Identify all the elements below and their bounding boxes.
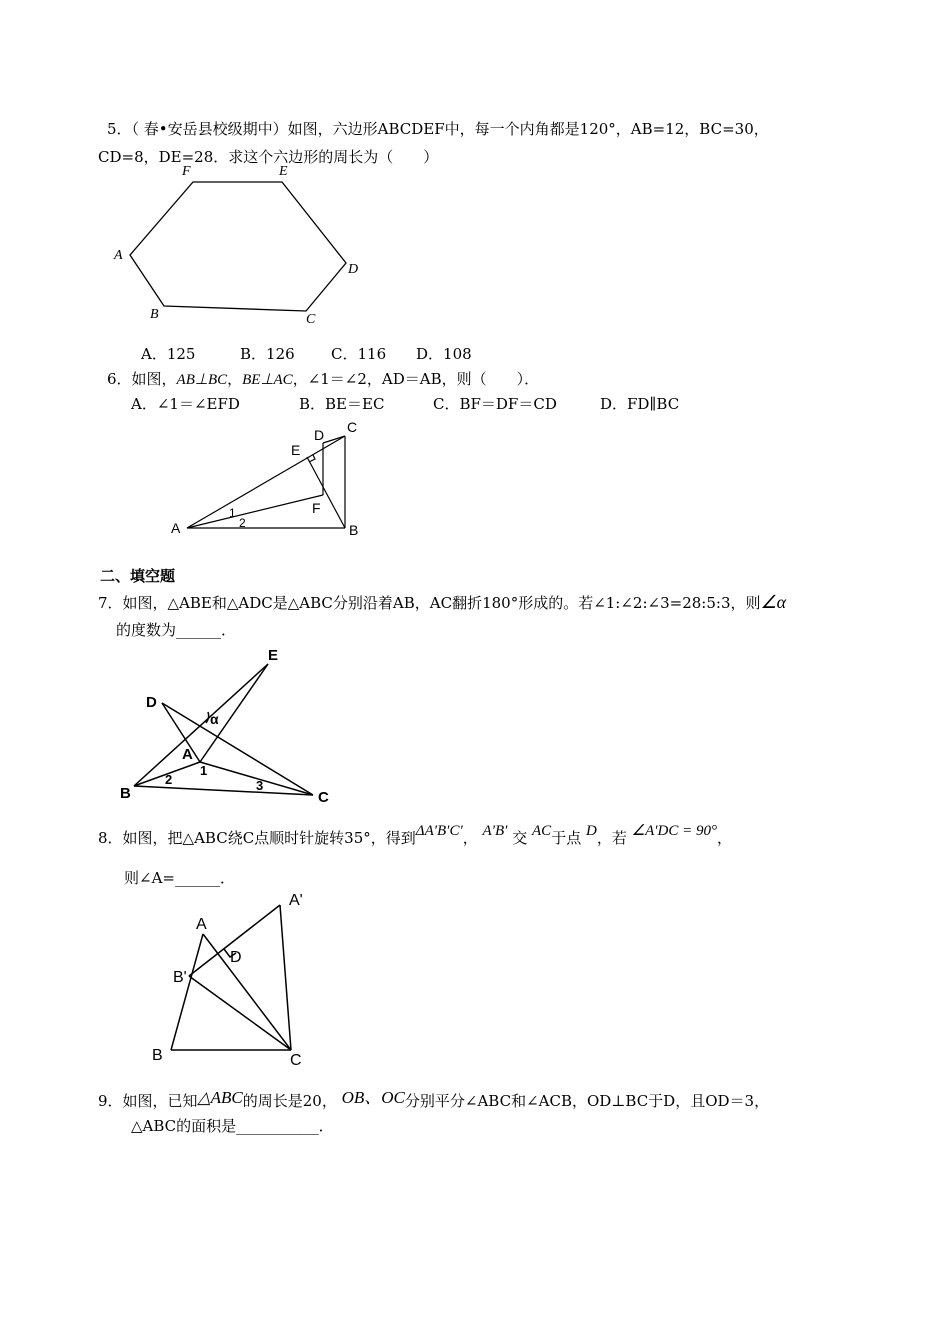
q6-option-c: C．BF＝DF＝CD [433, 395, 557, 413]
q8-label-b: B [152, 1047, 163, 1064]
q8-yudian: 于点 [551, 829, 582, 847]
q6-option-b: B．BE＝EC [299, 395, 385, 413]
q6-option-d: D．FD∥BC [600, 395, 680, 413]
q7-label-d: D [146, 694, 157, 711]
q8-label-b-prime: B' [173, 969, 187, 986]
q9-rest: 分别平分∠ABC和∠ACB，OD⊥BC于D，且OD＝3， [404, 1092, 770, 1110]
q7-label-c: C [318, 789, 329, 806]
q6-label-a: A [171, 520, 181, 536]
q8-line1 [98, 823, 732, 849]
q7-segment-da [162, 703, 200, 762]
q7-label-2: 2 [165, 772, 173, 787]
q8-point-d: D [585, 823, 597, 839]
q7-label-a: A [182, 746, 193, 763]
q8-sep: ， [462, 829, 478, 847]
q7-fold-figure [110, 640, 350, 810]
q5-option-b: B．126 [240, 345, 295, 363]
q8-segment-ac [203, 934, 291, 1050]
q6-condition-be-ac: BE⊥AC [242, 372, 293, 388]
q7-alpha: ∠α [760, 592, 787, 612]
q9-mid: 的周长是20， [242, 1092, 337, 1110]
hexagon-label-d: D [348, 262, 359, 277]
q9-prefix: 9．如图，已知 [98, 1092, 198, 1110]
hexagon-label-b: B [150, 307, 159, 322]
q8-label-a-prime: A' [289, 892, 303, 909]
q9-segments: OB、OC [341, 1088, 405, 1107]
q5-option-a: A．125 [141, 345, 196, 363]
q6-segment-ac [187, 436, 345, 528]
q6-line1 [107, 369, 539, 390]
q5-line2: CD=8，DE=28．求这个六边形的周长为（ ） [98, 148, 439, 166]
q8-ruo: ，若 [596, 829, 627, 847]
q8-label-c: C [290, 1052, 302, 1069]
q6-triangle-figure [165, 415, 375, 545]
q7-line1 [98, 592, 786, 613]
q8-segment-ba [171, 934, 203, 1050]
q9-triangle: △ABC [197, 1088, 243, 1107]
q9-line2: △ABC的面积是___________． [131, 1117, 334, 1135]
q7-line2: 的度数为______． [116, 621, 237, 639]
q5-line1: 5．（ 春•安岳县校级期中）如图，六边形ABCDEF中，每一个内角都是120°，AB=12，BC=30， [107, 120, 769, 138]
q5-option-c: C．116 [331, 345, 387, 363]
q6-segment-be [307, 457, 345, 528]
q6-label-2: 2 [239, 516, 246, 530]
q7-label-alpha: α [210, 711, 219, 727]
q7-label-b: B [120, 785, 131, 802]
q6-label-1: 1 [229, 506, 236, 520]
hexagon-figure [110, 158, 370, 328]
hexagon-shape [130, 182, 346, 311]
q7-alpha-arc [206, 712, 209, 723]
q8-triangle: ΔA′B′C′ [415, 823, 463, 839]
q8-segment-a1c [280, 905, 291, 1050]
q8-segment-b1c [189, 976, 291, 1050]
q6-label-e: E [291, 442, 301, 458]
q6-condition-ab-bc: AB⊥BC [176, 372, 228, 388]
hexagon-label-c: C [306, 312, 316, 327]
q8-jiao: 交 [512, 829, 528, 847]
q7-label-e: E [268, 647, 279, 664]
q9-line1 [98, 1088, 770, 1111]
q8-angle: ∠A′DC = 90° [631, 823, 717, 839]
hexagon-label-e: E [279, 164, 288, 179]
q6-prefix: 6．如图， [107, 370, 177, 388]
q8-prefix: 8．如图，把△ABC绕C点顺时针旋转35°，得到 [98, 829, 416, 847]
q8-end: ， [716, 829, 732, 847]
q8-label-a: A [196, 916, 207, 933]
q6-option-a: A．∠1＝∠EFD [131, 395, 240, 413]
hexagon-label-f: F [182, 164, 191, 179]
q8-rotation-figure [140, 885, 340, 1070]
q8-segment-ac: AC [532, 823, 552, 839]
q8-label-d: D [230, 949, 242, 966]
q8-segment-a1b1: A′B′ [482, 823, 508, 839]
q6-label-d: D [314, 427, 325, 443]
q5-option-d: D．108 [416, 345, 472, 363]
q7-text: 7．如图，△ABE和△ADC是△ABC分别沿着AB，AC翻折180°形成的。若∠1:∠2:∠3=28:5:3，则 [98, 594, 761, 612]
section-title-fill-in: 二、填空题 [100, 568, 176, 585]
q7-label-1: 1 [200, 763, 208, 778]
q6-label-b: B [349, 522, 359, 538]
q6-separator: ， [227, 370, 243, 388]
q6-label-f: F [312, 500, 321, 516]
q6-segment-af [187, 495, 323, 528]
q6-rest: ，∠1＝∠2，AD＝AB，则（ ）． [292, 370, 540, 388]
q7-label-3: 3 [256, 778, 264, 793]
hexagon-label-a: A [114, 248, 123, 263]
q8-line2: 则∠A=______． [124, 869, 235, 887]
q6-label-c: C [347, 419, 358, 435]
